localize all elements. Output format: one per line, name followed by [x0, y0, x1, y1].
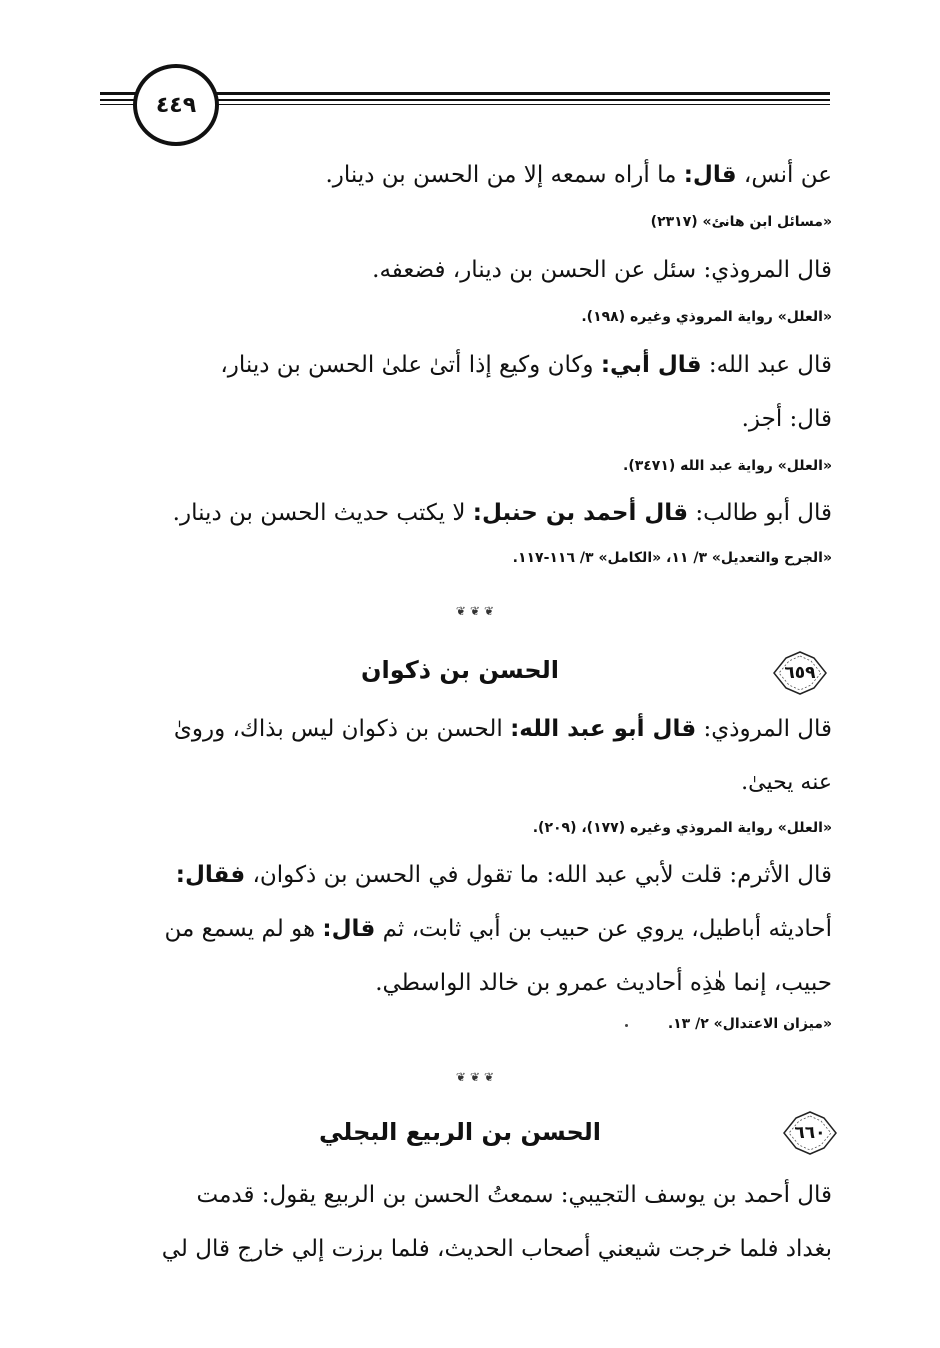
- text-line: عن أنس، قال: ما أراه سمعه إلا من الحسن بن دينار.: [325, 162, 832, 188]
- ornament-glyph: ❦: [455, 1070, 466, 1084]
- source-reference: «العلل» رواية المروذي وغيره (١٩٨).: [581, 309, 832, 325]
- entry-number-badge: [770, 650, 830, 696]
- source-reference: «العلل» رواية المروذي وغيره (١٧٧)، (٢٠٩).: [532, 820, 832, 836]
- text-line: قال الأثرم: قلت لأبي عبد الله: ما تقول في الحسن بن ذكوان، فقال:: [175, 862, 832, 888]
- text-line: قال: أجز.: [741, 406, 832, 432]
- section-divider: [395, 604, 555, 618]
- text-line: عنه يحيىٰ.: [741, 770, 832, 795]
- source-reference: «الجرح والتعديل» ٣/ ١١، «الكامل» ٣/ ١١٦-١١٧.: [512, 550, 832, 566]
- text-line: قال أبو طالب: قال أحمد بن حنبل: لا يكتب حديث الحسن بن دينار.: [172, 500, 832, 526]
- text-line: بغداد فلما خرجت شيعني أصحاب الحديث، فلما برزت إلي خارج قال لي: [161, 1236, 832, 1262]
- source-reference: «مسائل ابن هانئ» (٢٣١٧): [650, 214, 832, 230]
- text-line: قال عبد الله: قال أبي: وكان وكيع إذا أتىٰ علىٰ الحسن بن دينار،: [220, 352, 832, 378]
- entry-title: الحسن بن الربيع البجلي: [318, 1118, 601, 1146]
- ornament-glyph: ❦: [484, 1070, 495, 1084]
- ornament-glyph: ❦: [469, 604, 481, 618]
- section-divider: [395, 1070, 555, 1084]
- source-reference: «العلل» رواية عبد الله (٣٤٧١).: [623, 458, 832, 474]
- text-line: قال المروذي: قال أبو عبد الله: الحسن بن ذكوان ليس بذاك، وروىٰ: [173, 716, 832, 742]
- entry-number: ٦٦٠: [794, 1123, 826, 1143]
- source-reference: «ميزان الاعتدال» ٢/ ١٣.: [667, 1016, 832, 1032]
- ornament-glyph: ❦: [469, 1070, 481, 1084]
- text-line: أحاديثه أباطيل، يروي عن حبيب بن أبي ثابت، ثم قال: هو لم يسمع من: [164, 916, 832, 942]
- ornament-glyph: ❦: [455, 604, 466, 618]
- ornament-glyph: ❦: [484, 604, 495, 618]
- entry-number-badge: [780, 1110, 840, 1156]
- text-line: قال المروذي: سئل عن الحسن بن دينار، فضعفه.: [372, 257, 832, 283]
- entry-number: ٦٥٩: [784, 663, 816, 683]
- text-line: حبيب، إنما هٰذِه أحاديث عمرو بن خالد الواسطي.: [375, 970, 832, 996]
- entry-title: الحسن بن ذكوان: [361, 656, 559, 684]
- text-line: قال أحمد بن يوسف التجيبي: سمعتُ الحسن بن الربيع يقول: قدمت: [196, 1182, 832, 1208]
- page-number: ٤٤٩: [133, 64, 219, 146]
